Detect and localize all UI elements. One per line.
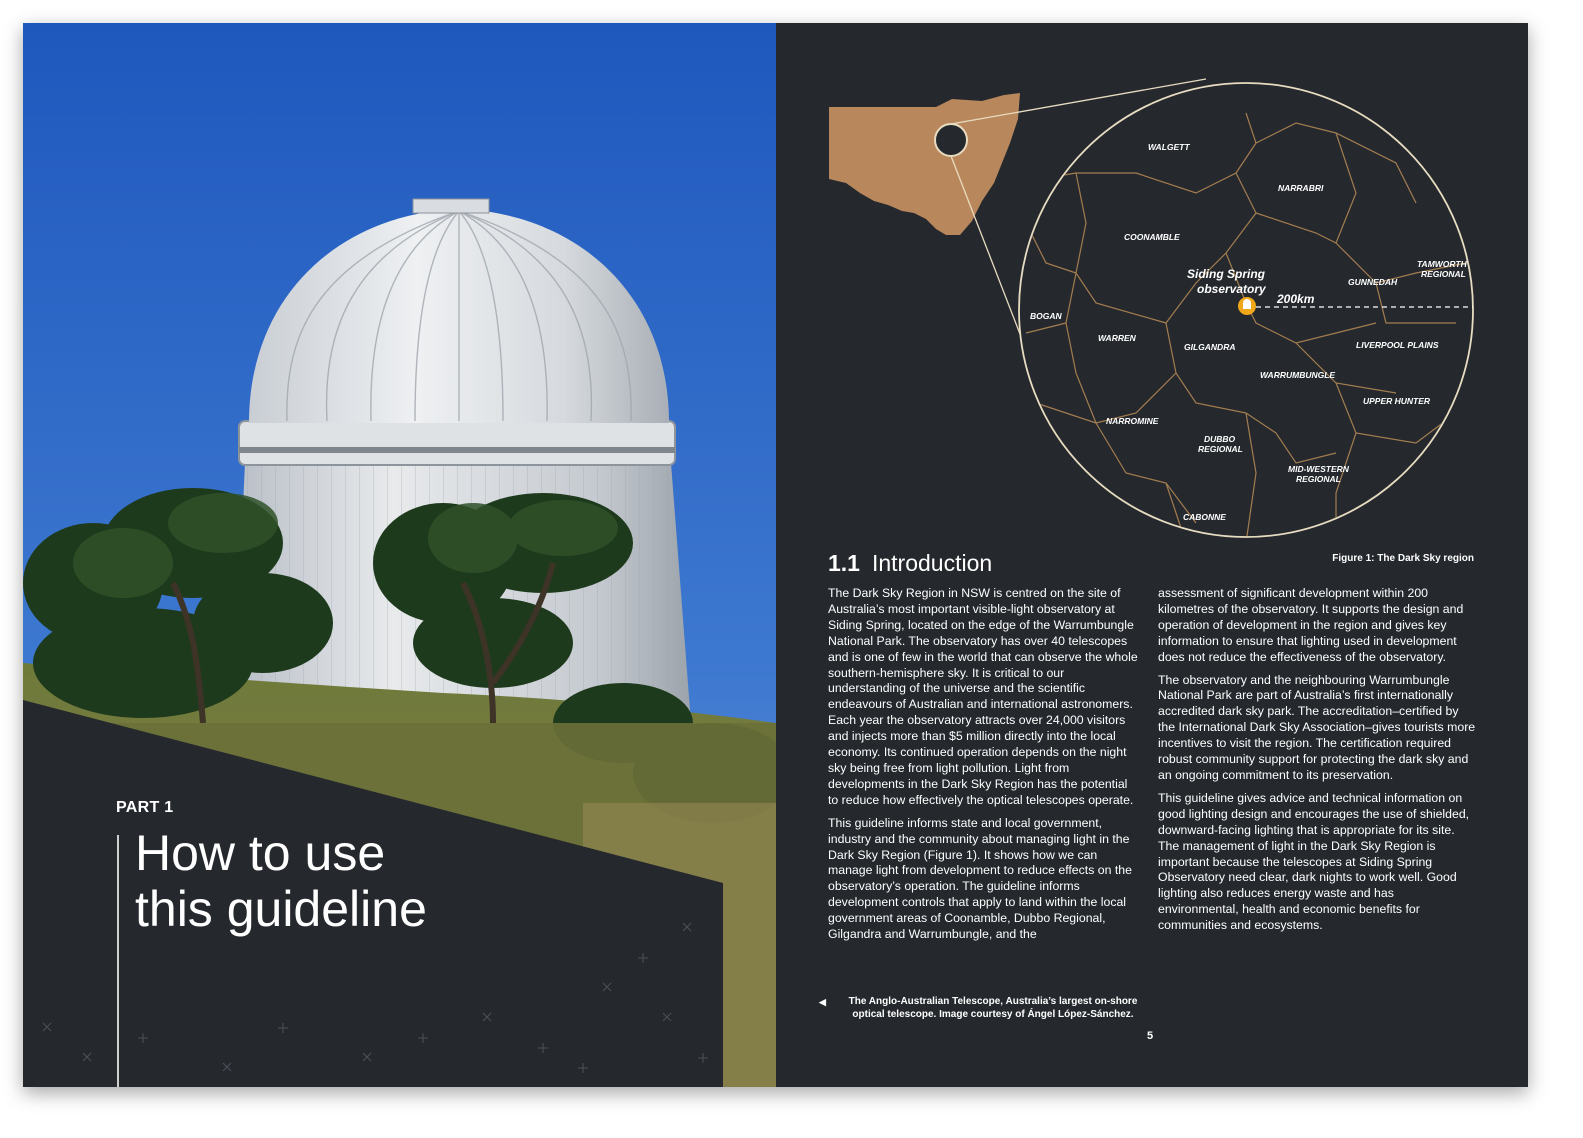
- paragraph-4: The observatory and the neighbouring Warrumbungle National Park are part of Australia’s first internationally accredited dark sky park. The accreditation–certified by the International Dark Sky Association–gives tourists more incentives to visit the region. The certification required robust community support for protecting the dark sky and an ongoing commitment to its preservation.: [1158, 672, 1476, 782]
- title-line-2: this guideline: [135, 881, 427, 937]
- label-dubbo-1: DUBBO: [1204, 434, 1236, 444]
- label-midwestern-1: MID-WESTERN: [1288, 464, 1349, 474]
- label-cabonne: CABONNE: [1183, 512, 1226, 522]
- paragraph-5: This guideline gives advice and technical information on good lighting design and encourages the use of shielded, downward-facing lighting that is appropriate for its site. The management of light in the Dark Sky Region is important because the telescopes at Siding Spring Observatory need clear, dark nights to work well. Good lighting also reduces energy waste and has environmental, health and economic benefits for communities and ecosystems.: [1158, 790, 1470, 933]
- left-triangle-icon: ◀: [819, 997, 826, 1007]
- dark-sky-region-map: [776, 23, 1528, 563]
- label-coonamble: COONAMBLE: [1124, 232, 1180, 242]
- observatory-label-2: observatory: [1197, 282, 1266, 296]
- section-number: 1.1: [828, 550, 860, 576]
- label-tamworth-1: TAMWORTH: [1417, 259, 1467, 269]
- photo-caption: [819, 995, 1158, 1021]
- nsw-state-shape: [829, 93, 1020, 235]
- brochure-spread: [23, 23, 1528, 1087]
- observatory-label-1: Siding Spring: [1187, 267, 1265, 281]
- label-midwestern-2: REGIONAL: [1296, 474, 1341, 484]
- body-column-2: [1158, 586, 1476, 941]
- photo-caption-line-1: The Anglo-Australian Telescope, Australia’s largest on-shore: [848, 996, 1138, 1007]
- left-page: [23, 23, 776, 1087]
- title-line-1: How to use: [135, 825, 386, 881]
- figure-caption: Figure 1: The Dark Sky region: [1332, 553, 1474, 564]
- label-bogan: BOGAN: [1030, 311, 1062, 321]
- paragraph-2: This guideline informs state and local government, industry and the community about managing light in the Dark Sky Region (Figure 1). It shows how we can manage light from development to reduce effects on the observatory’s operation. The guideline informs development controls that apply to land within the local government areas of Coonamble, Dubbo Regional, Gilgandra and Warrumbungle, and the: [828, 815, 1132, 942]
- label-warrumbungle: WARRUMBUNGLE: [1260, 370, 1336, 380]
- label-dubbo-2: REGIONAL: [1198, 444, 1243, 454]
- title-rule: [117, 835, 119, 1087]
- label-gunnedah: GUNNEDAH: [1348, 277, 1398, 287]
- body-column-1: [828, 586, 1140, 950]
- label-walgett: WALGETT: [1148, 142, 1190, 152]
- label-upper-hunter: UPPER HUNTER: [1363, 396, 1431, 406]
- nsw-locator-circle: [935, 124, 967, 156]
- label-liverpool: LIVERPOOL PLAINS: [1356, 340, 1439, 350]
- label-narromine: NARROMINE: [1106, 416, 1159, 426]
- label-warren: WARREN: [1098, 333, 1136, 343]
- paragraph-3: assessment of significant development within 200 kilometres of the observatory. It supports the design and operation of development in the region and gives key information to ensure that lighting used in development does not reduce the effectiveness of the observatory.: [1158, 586, 1464, 664]
- radius-label: 200km: [1277, 292, 1315, 306]
- page-title: [135, 825, 535, 937]
- paragraph-1: The Dark Sky Region in NSW is centred on the site of Australia’s most important visible-light observatory at Siding Spring, located on the edge of the Warrumbungle National Park. The observatory has over 40 telescopes and is one of few in the world that can observe the whole southern-hemisphere sky. It is critical to our understanding of the universe and the scientific endeavours of Australian and international astronomers. Each year the observatory attracts over 24,000 visitors and injects more than $5 million directly into the local economy. Its continued operation depends on the night sky being free from light pollution. Light from developments in the Dark Sky Region has the potential to reduce how effectively the optical telescopes operate.: [828, 586, 1138, 807]
- section-heading: [828, 550, 992, 577]
- part-label: PART 1: [116, 799, 174, 816]
- right-page: [776, 23, 1528, 1087]
- label-narrabri: NARRABRI: [1278, 183, 1324, 193]
- label-tamworth-2: REGIONAL: [1421, 269, 1466, 279]
- label-gilgandra: GILGANDRA: [1184, 342, 1236, 352]
- page-number: 5: [1147, 1030, 1154, 1042]
- section-title: Introduction: [871, 550, 993, 576]
- photo-caption-line-2: optical telescope. Image courtesy of Ángel López-Sánchez.: [852, 1009, 1134, 1020]
